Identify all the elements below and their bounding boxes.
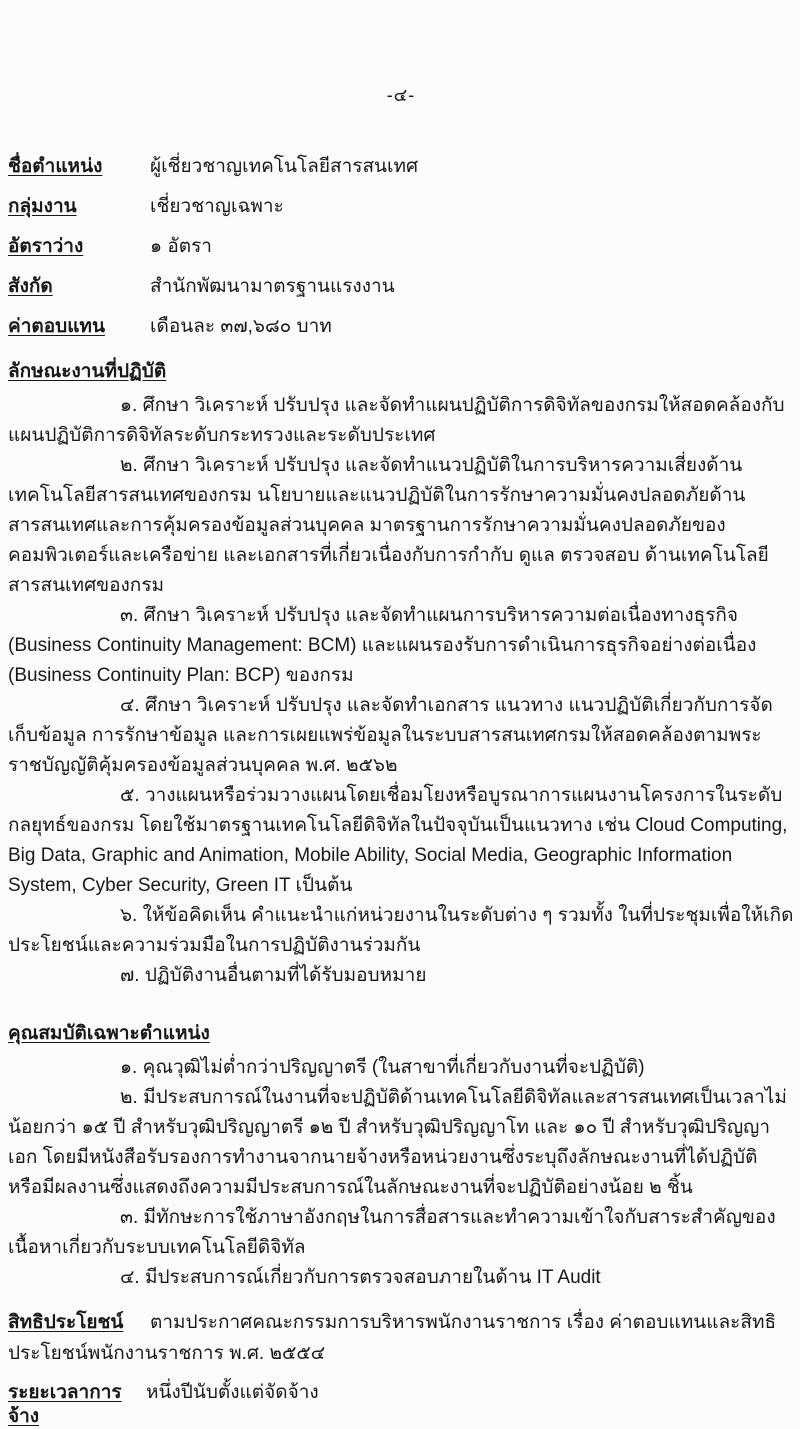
field-value: ผู้เชี่ยวชาญเทคโนโลยีสารสนเทศ xyxy=(150,156,419,177)
qualification-item: ๑. คุณวุฒิไม่ต่ำกว่าปริญญาตรี (ในสาขาที่เกี่ยวกับงานที่จะปฏิบัติ) xyxy=(120,1057,645,1078)
qualifications-section-heading: คุณสมบัติเฉพาะตำแหน่ง xyxy=(8,1023,210,1044)
qualification-item: ๔. มีประสบการณ์เกี่ยวกับการตรวจสอบภายในด้าน IT Audit xyxy=(120,1267,601,1288)
field-row-position xyxy=(8,155,794,179)
duty-item: ๑. ศึกษา วิเคราะห์ ปรับปรุง และจัดทำแผนปฏิบัติการดิจิทัลของกรมให้สอดคล้องกับแผนปฏิบัติการดิจิทัลระดับกระทรวงและระดับประเทศ xyxy=(8,395,785,446)
duty-item: ๗. ปฏิบัติงานอื่นตามที่ได้รับมอบหมาย xyxy=(120,965,427,986)
duties-section-heading: ลักษณะงานที่ปฏิบัติ xyxy=(8,361,167,382)
field-label: ค่าตอบแทน xyxy=(8,316,105,337)
field-row-vacancy xyxy=(8,235,794,259)
page-number: -๔- xyxy=(386,85,416,105)
field-value: สำนักพัฒนามาตรฐานแรงงาน xyxy=(150,276,395,297)
field-label: อัตราว่าง xyxy=(8,236,84,257)
field-row-affiliation xyxy=(8,275,794,299)
field-value: เดือนละ ๓๗,๖๘๐ บาท xyxy=(150,316,332,337)
field-label: กลุ่มงาน xyxy=(8,196,77,217)
employment-period-label: ระยะเวลาการจ้าง xyxy=(8,1382,122,1427)
duty-item: ๖. ให้ข้อคิดเห็น คำแนะนำแก่หน่วยงานในระดับต่าง ๆ รวมทั้ง ในที่ประชุมเพื่อให้เกิดประโยชน์และความร่วมมือในการปฏิบัติงานร่วมกัน xyxy=(8,905,794,956)
duty-item: ๕. วางแผนหรือร่วมวางแผนโดยเชื่อมโยงหรือบูรณาการแผนงานโครงการในระดับกลยุทธ์ของกรม โดยใช้มาตรฐานเทคโนโลยีดิจิทัลในปัจจุบันเป็นแนวทาง เช่น Cloud Computing, Big Data, Graphic and Animation, Mobile Ability, Social Media, Geographic Information System, Cyber Security, Green IT เป็นต้น xyxy=(8,785,788,896)
field-row-compensation xyxy=(8,315,794,339)
benefits-value: ตามประกาศคณะกรรมการบริหารพนักงานราชการ เรื่อง ค่าตอบแทนและสิทธิประโยชน์พนักงานราชการ พ.ศ. ๒๕๕๔ xyxy=(8,1312,777,1364)
header-fields xyxy=(8,155,794,339)
duty-item: ๓. ศึกษา วิเคราะห์ ปรับปรุง และจัดทำแผนการบริหารความต่อเนื่องทางธุรกิจ (Business Continuity Management: BCM) และแผนรองรับการดำเนินการธุรกิจอย่างต่อเนื่อง (Business Continuity Plan: BCP) ของกรม xyxy=(8,605,757,686)
field-value: ๑ อัตรา xyxy=(150,236,212,257)
duty-item: ๒. ศึกษา วิเคราะห์ ปรับปรุง และจัดทำแนวปฏิบัติในการบริหารความเสี่ยงด้านเทคโนโลยีสารสนเทศของกรม นโยบายและแนวปฏิบัติในการรักษาความมั่นคงปลอดภัยด้านสารสนเทศและการคุ้มครองข้อมูลส่วนบุคคล มาตรฐานการรักษาความมั่นคงปลอดภัยของคอมพิวเตอร์และเครือข่าย และเอกสารที่เกี่ยวเนื่องกับการกำกับ ดูแล ตรวจสอบ ด้านเทคโนโลยีสารสนเทศของกรม xyxy=(8,455,769,596)
field-label: สังกัด xyxy=(8,276,53,297)
qualification-item: ๓. มีทักษะการใช้ภาษาอังกฤษในการสื่อสารและทำความเข้าใจกับสาระสำคัญของเนื้อหาเกี่ยวกับระบบเทคโนโลยีดิจิทัล xyxy=(8,1207,776,1258)
benefits-row xyxy=(8,1307,794,1369)
field-row-group xyxy=(8,195,794,219)
benefits-label: สิทธิประโยชน์ xyxy=(8,1312,124,1333)
duty-item: ๔. ศึกษา วิเคราะห์ ปรับปรุง และจัดทำเอกสาร แนวทาง แนวปฏิบัติเกี่ยวกับการจัดเก็บข้อมูล การรักษาข้อมูล และการเผยแพร่ข้อมูลในระบบสารสนเทศกรมให้สอดคล้องตามพระราชบัญญัติคุ้มครองข้อมูลส่วนบุคคล พ.ศ. ๒๕๖๒ xyxy=(8,695,773,776)
field-value: เชี่ยวชาญเฉพาะ xyxy=(150,196,284,217)
qualification-item: ๒. มีประสบการณ์ในงานที่จะปฏิบัติด้านเทคโนโลยีดิจิทัลและสารสนเทศเป็นเวลาไม่น้อยกว่า ๑๕ ปี สำหรับวุฒิปริญญาตรี ๑๒ ปี สำหรับวุฒิปริญญาโท และ ๑๐ ปี สำหรับวุฒิปริญญาเอก โดยมีหนังสือรับรองการทำงานจากนายจ้างหรือหน่วยงานซึ่งระบุถึงลักษณะงานที่ได้ปฏิบัติ หรือมีผลงานซึ่งแสดงถึงความมีประสบการณ์ในลักษณะงานที่จะปฏิบัติอย่างน้อย ๒ ชิ้น xyxy=(8,1087,787,1198)
employment-period-row xyxy=(8,1381,794,1429)
field-label: ชื่อตำแหน่ง xyxy=(8,156,103,177)
employment-period-value: หนึ่งปีนับตั้งแต่จัดจ้าง xyxy=(146,1382,319,1403)
